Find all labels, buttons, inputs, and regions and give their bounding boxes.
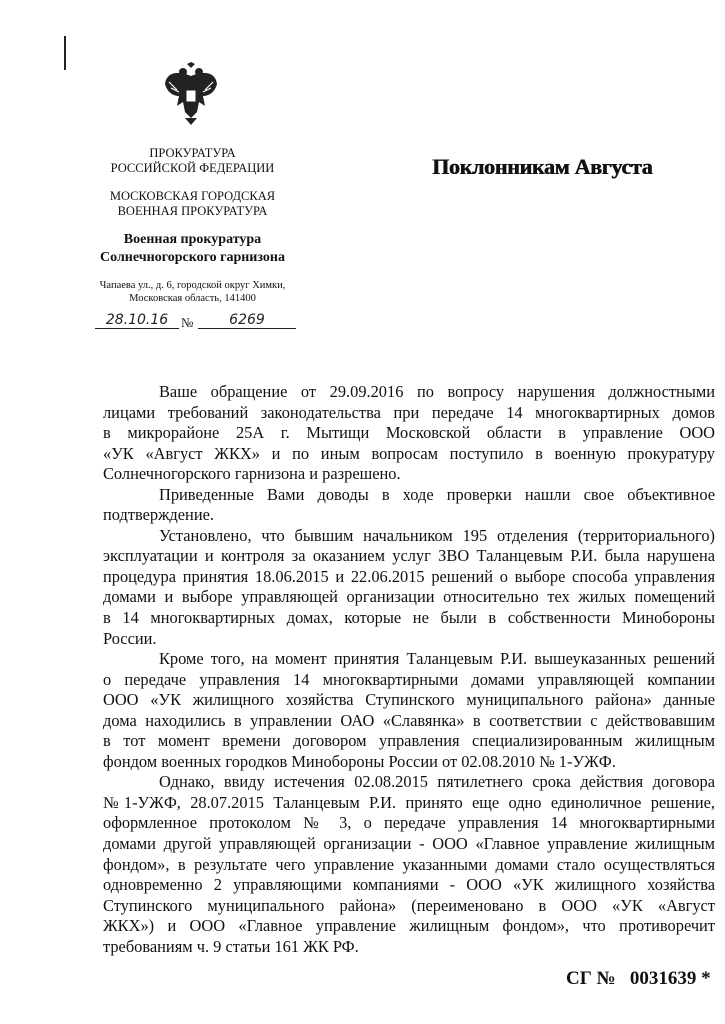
paragraph-line: «УК «Август ЖКХ» и по иным вопросам поступило в военную прокуратуру	[103, 443, 715, 463]
office-name-line2: Солнечногорского гарнизона	[100, 250, 285, 265]
address-line2: Московская область, 141400	[129, 293, 256, 304]
paragraph-line: домами другой управляющей организации - ООО «Главное управление жилищным	[103, 834, 715, 854]
paragraph-line: Однако, ввиду истечения 02.08.2015 пятилетнего срока действия договора	[159, 772, 715, 792]
paragraph-line: ЖКХ») и ООО «Главное управление жилищным фондом», что противоречит	[103, 916, 715, 936]
org-name-line1: ПРОКУРАТУРА	[149, 146, 236, 160]
paragraph-line: Ступинского муниципального района» (переименовано в ООО «УК «Август	[103, 895, 715, 915]
letter-body	[103, 382, 715, 957]
paragraph-line: в 14 многоквартирных домах, которые не были в собственности Минобороны	[103, 608, 715, 628]
org-name-line2: РОССИЙСКОЙ ФЕДЕРАЦИИ	[110, 161, 275, 175]
document-date: 28.10.16	[95, 312, 179, 329]
paragraph-line: фондом», в результате чего управление указанными домами стало осуществляться	[103, 854, 715, 874]
coat-of-arms-emblem	[163, 62, 219, 126]
org-subname-line1: МОСКОВСКАЯ ГОРОДСКАЯ	[109, 189, 276, 203]
paragraph-line: ООО «УК жилищного хозяйства Ступинского муниципального района» данные	[103, 690, 715, 710]
paragraph-line: Установлено, что бывшим начальником 195 отделения (территориального)	[159, 525, 715, 545]
paragraph-line: в микрорайоне 25А г. Мытищи Московской области в управление ООО	[103, 423, 715, 443]
recipient: Поклонникам Августа	[432, 154, 653, 179]
paragraph-line: о передаче управления 14 многоквартирными домами управляющей компании	[103, 669, 715, 689]
paragraph-line: лицами требований законодательства при передаче 14 многоквартирных домов	[103, 402, 715, 422]
paragraph-line: домами и выборе управляющей организации относительно тех жилых помещений	[103, 587, 715, 607]
paragraph-line: процедура принятия 18.06.2015 и 22.06.2015 решений о выборе способа управления	[103, 566, 715, 586]
number-sign: №	[181, 315, 194, 330]
paragraph-line: дома находились в управлении ОАО «Славянка» в соответствии с действовавшим	[103, 710, 715, 730]
document-number: 6269	[198, 312, 296, 329]
office-name-line1: Военная прокуратура	[123, 232, 262, 247]
paragraph-line: №1-УЖФ, 28.07.2015 Таланцевым Р.И. принято еще одно единоличное решение,	[103, 792, 715, 812]
paragraph-line: Ваше обращение от 29.09.2016 по вопросу нарушения должностными	[159, 382, 715, 401]
paragraph-line: эксплуатации и контроля за оказанием услуг ЗВО Таланцевым Р.И. была нарушена	[103, 546, 715, 566]
paragraph-line: оформленное протоколом № 3, о передаче управления 14 многоквартирными	[103, 813, 715, 833]
paragraph-line: фондом военных городков Минобороны России от 02.08.2010 № 1-УЖФ.	[103, 751, 616, 771]
serial-number: СГ № 0031639 *	[566, 968, 711, 989]
address-line1: Чапаева ул., д. 6, городской округ Химки,	[99, 280, 286, 291]
paragraph-line: России.	[103, 628, 157, 648]
paragraph-line: Приведенные Вами доводы в ходе проверки нашли свое объективное	[159, 484, 715, 504]
paragraph-line: требованиям ч. 9 статьи 161 ЖК РФ.	[103, 936, 359, 956]
org-subname-line2: ВОЕННАЯ ПРОКУРАТУРА	[117, 204, 268, 218]
paragraph-line: в тот момент времени договором управления специализированным жилищным	[103, 731, 715, 751]
scan-mark	[64, 36, 66, 70]
paragraph-line: одновременно 2 управляющими компаниями - ООО «УК жилищного хозяйства	[103, 875, 715, 895]
paragraph-line: подтверждение.	[103, 505, 214, 525]
paragraph-line: Солнечногорского гарнизона и разрешено.	[103, 464, 401, 484]
paragraph-line: Кроме того, на момент принятия Таланцевым Р.И. вышеуказанных решений	[159, 649, 715, 669]
